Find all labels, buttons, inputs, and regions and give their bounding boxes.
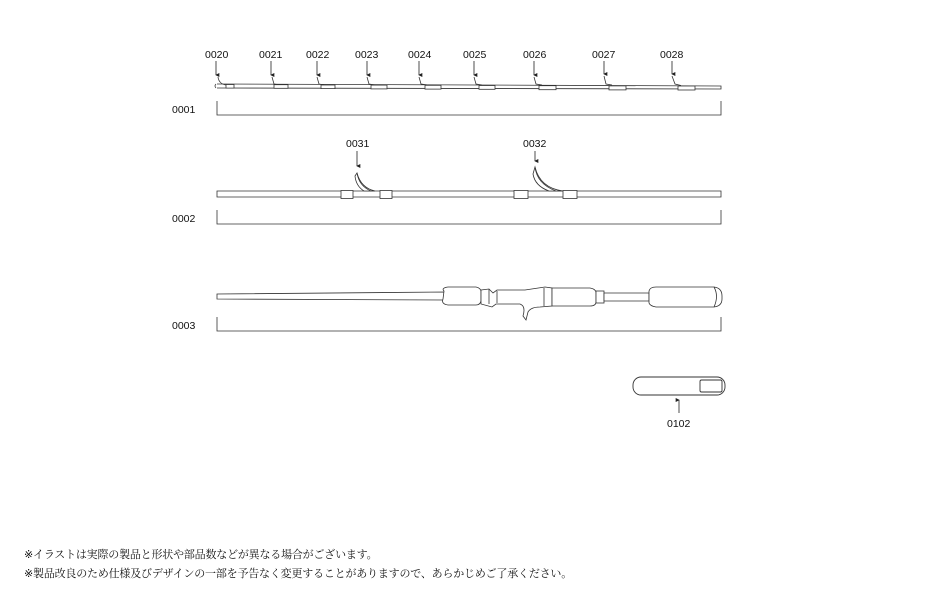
callout-label: 0024 bbox=[408, 49, 432, 61]
butt-grip bbox=[649, 287, 722, 307]
callout-label: 0028 bbox=[660, 49, 684, 61]
fore-grip bbox=[443, 287, 481, 305]
tip-top-wrap bbox=[226, 85, 234, 89]
section-0001 bbox=[172, 49, 721, 116]
section-label-0003: 0003 bbox=[172, 320, 196, 332]
disclaimer-specification: ※製品改良のため仕様及びデザインの一部を予告なく変更することがありますので、あらかじめご了承ください。 bbox=[24, 567, 573, 580]
callouts-0002 bbox=[346, 138, 547, 166]
guide-0024 bbox=[419, 77, 428, 85]
mid-blank bbox=[217, 191, 721, 197]
butt-blank bbox=[217, 292, 444, 300]
length-bracket-0003 bbox=[217, 317, 721, 331]
callout-label: 0027 bbox=[592, 49, 616, 61]
winding-check bbox=[596, 291, 604, 303]
callout-label: 0031 bbox=[346, 138, 370, 150]
callout-label: 0026 bbox=[523, 49, 547, 61]
reel-seat bbox=[481, 287, 552, 320]
guide-0021 bbox=[272, 77, 281, 85]
section-label-0001: 0001 bbox=[172, 104, 196, 116]
rear-grip bbox=[552, 288, 596, 306]
rod-belt-buckle bbox=[700, 380, 722, 392]
guide-0026 bbox=[534, 77, 542, 85]
callout-label: 0020 bbox=[205, 49, 229, 61]
accessory-label: 0102 bbox=[667, 418, 691, 430]
callout-label: 0021 bbox=[259, 49, 283, 61]
guide-0025 bbox=[474, 77, 482, 85]
guide-0028 bbox=[672, 76, 681, 86]
guide-0023 bbox=[367, 77, 375, 85]
callouts-0001 bbox=[205, 49, 684, 75]
section-0002 bbox=[172, 138, 721, 225]
exposed-blank bbox=[604, 293, 649, 301]
callout-label: 0023 bbox=[355, 49, 379, 61]
section-0003 bbox=[172, 287, 722, 332]
tip-blank bbox=[215, 84, 721, 89]
guide-0031 bbox=[355, 173, 375, 191]
butt-section bbox=[217, 287, 722, 320]
section-label-0002: 0002 bbox=[172, 213, 196, 225]
disclaimer-illustration: ※イラストは実際の製品と形状や部品数などが異なる場合がございます。 bbox=[24, 548, 378, 561]
callout-label: 0032 bbox=[523, 138, 547, 150]
length-bracket-0002 bbox=[217, 210, 721, 224]
callout-label: 0022 bbox=[306, 49, 330, 61]
accessory-0102 bbox=[633, 377, 725, 430]
length-bracket-0001 bbox=[217, 101, 721, 115]
guide-0022 bbox=[317, 77, 324, 85]
callout-label: 0025 bbox=[463, 49, 487, 61]
guide-0027 bbox=[604, 76, 612, 85]
